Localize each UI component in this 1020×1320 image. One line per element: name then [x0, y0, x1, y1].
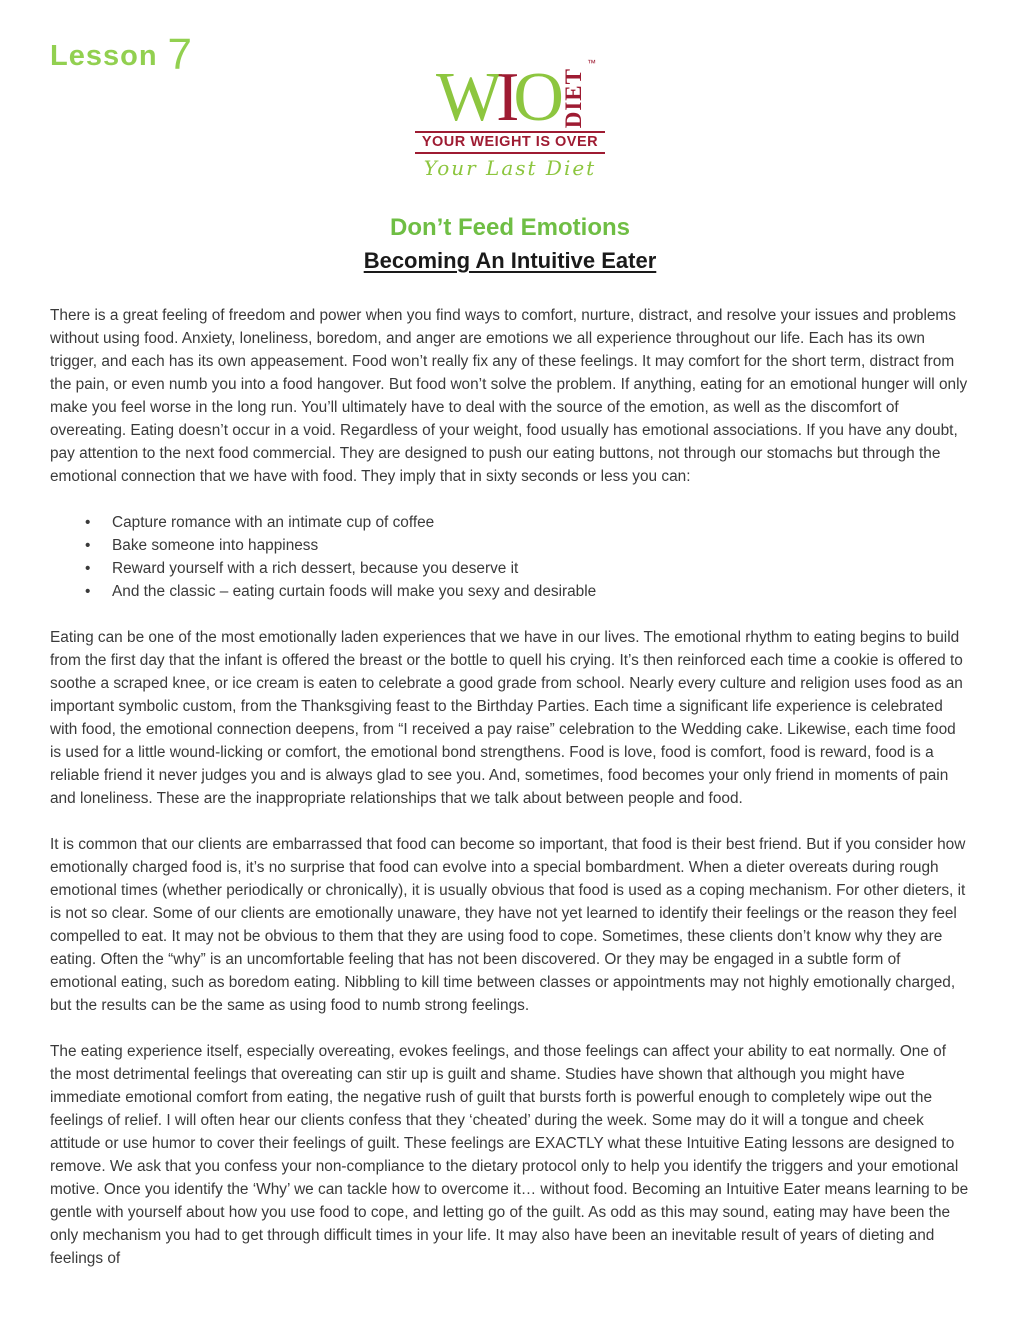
page-subtitle: Becoming An Intuitive Eater [363, 248, 657, 273]
bullet-item-1: • Capture romance with an intimate cup of coffee [112, 511, 970, 534]
bullet-list [50, 511, 970, 603]
trademark-symbol: ™ [586, 58, 596, 68]
logo-tagline: YOUR WEIGHT IS OVER [415, 131, 605, 154]
wio-diet-logo [415, 58, 605, 180]
bullet-item-4: • And the classic – eating curtain foods will make you sexy and desirable [112, 580, 970, 603]
logo-letter-o: O [513, 59, 558, 136]
paragraph-2: Eating can be one of the most emotionally laden experiences that we have in our lives. The emotional rhythm to eating begins to build from the first day that the infant is offered the breast or the bottle to quell his crying. It’s then reinforced each time a cookie is offered to soothe a scraped knee, or ice cream is eaten to celebrate a good grade from school. Nearly every culture and religion uses food as an important symbolic custom, from the Thanksgiving feast to the Birthday Parties. Each time a significant life experience is celebrated with food, the emotional connection deepens, from “I received a pay raise” celebration to the Wedding cake. Likewise, each time food is used for a little wound-licking or comfort, the emotional bond strengthens. Food is love, food is comfort, food is reward, food is a reliable friend it never judges you and is always glad to see you. And, sometimes, food becomes your only friend in moments of pain and loneliness. These are the inappropriate relationships that we talk about between people and food. [50, 629, 963, 807]
logo-letter-w: W [436, 59, 497, 136]
lesson-label: Lesson [50, 40, 158, 72]
paragraph-3: It is common that our clients are embarrassed that food can become so important, that food is their best friend. But if you consider how emotionally charged food is, it’s no surprise that food can evolve into a special bombardment. When a dieter overeats during rough emotional times (whether periodically or chronically), it is usually obvious that food is used as a coping mechanism. For other dieters, it is not so clear. Some of our clients are emotionally unaware, they have not yet learned to identify their feelings or the reason they feel compelled to eat. It may not be obvious to them that they are using food to cope. Sometimes, these clients don’t know why they are eating. Often the “why” is an uncomfortable feeling that has not been discovered. Or they may be engaged in a subtle form of emotional eating, such as boredom eating. Nibbling to kill time between classes or appointments may not highly emotionally charged, but the results can be the same as using food to numb strong feelings. [50, 836, 966, 1014]
page-title: Don’t Feed Emotions [390, 214, 630, 241]
bullet-item-3: • Reward yourself with a rich dessert, because you deserve it [112, 557, 970, 580]
logo-letter-i: I [496, 59, 514, 136]
logo-wio-letters [436, 59, 558, 136]
lesson-number: 7 [167, 30, 194, 79]
bullet-item-2: • Bake someone into happiness [112, 534, 970, 557]
logo-diet-column [560, 58, 596, 128]
document-body [50, 304, 970, 1270]
logo-wordmark [415, 58, 605, 136]
logo-script-tagline: Your Last Diet [423, 156, 597, 180]
logo-diet-vertical-text: DIET [560, 67, 586, 128]
paragraph-4: The eating experience itself, especially overeating, evokes feelings, and those feelings can affect your ability to eat normally. One of the most detrimental feelings that overeating can stir up is guilt and shame. Studies have shown that although you might have immediate emotional comfort from eating, the negative rush of guilt that bursts forth is powerful enough to completely wipe out the feelings of relief. I will often hear our clients confess that they ‘cheated’ during the week. Some may do it will a tongue and cheek attitude or use humor to cover their feelings of guilt. These feelings are EXACTLY what these Intuitive Eating lessons are designed to remove. We ask that you confess your non-compliance to the dietary protocol only to help you identify the triggers and your emotional motive. Once you identify the ‘Why’ we can tackle how to overcome it… without food. Becoming an Intuitive Eater means learning to be gentle with yourself about how you use food to cope, and letting go of the guilt. As odd as this may sound, eating may have been the only mechanism you had to get through difficult times in your life. It may also have been an inevitable result of years of dieting and feelings of [50, 1043, 969, 1267]
paragraph-1: There is a great feeling of freedom and power when you find ways to comfort, nurture, distract, and resolve your issues and problems without using food. Anxiety, loneliness, boredom, and anger are emotions we all experience throughout our life. Each has its own trigger, and each has its own appeasement. Food won’t really fix any of these feelings. It may comfort for the short term, distract from the pain, or even numb you into a food hangover. But food won’t solve the problem. If anything, eating for an emotional hunger will only make you feel worse in the long run. You’ll ultimately have to deal with the source of the emotion, as well as the discomfort of overeating. Eating doesn’t occur in a void. Regardless of your weight, food usually has emotional associations. If you have any doubt, pay attention to the next food commercial. They are designed to push our eating buttons, not through our stomachs but through the emotional connection that we have with food. They imply that in sixty seconds or less you can: [50, 307, 968, 485]
